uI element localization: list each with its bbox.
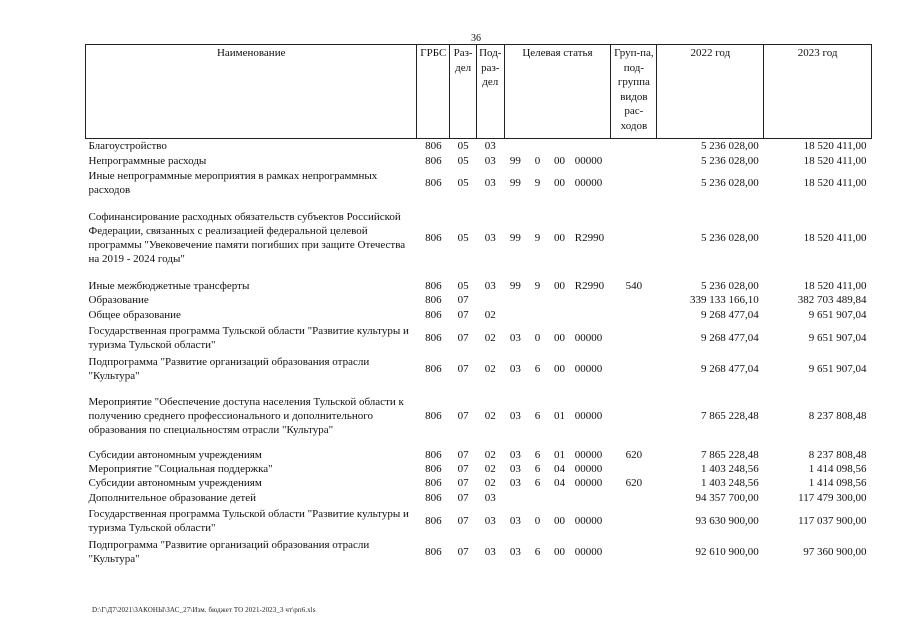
cell-name: Субсидии автономным учреждениям	[88, 477, 262, 489]
cell-cs3: 04	[554, 463, 566, 475]
cell-cs1: 03	[509, 463, 521, 475]
cell-cs4: 00000	[574, 545, 603, 558]
cell-cs4: 00000	[574, 477, 603, 489]
cell-name: Образование	[88, 294, 149, 306]
cell-cs1: 03	[509, 514, 521, 527]
cell-group	[611, 505, 657, 536]
cell-cs3	[548, 490, 571, 505]
cell-cs3: 00	[554, 362, 566, 375]
header-razdel: Раз-дел	[450, 45, 477, 139]
cell-y2023: 18 520 411,00	[803, 232, 867, 244]
cell-y2022: 5 236 028,00	[700, 177, 759, 189]
cell-y2022: 9 268 477,04	[700, 331, 759, 344]
cell-y2023: 18 520 411,00	[803, 140, 867, 152]
cell-name: Подпрограмма "Развитие организаций образования отрасли "Культура"	[88, 355, 370, 382]
cell-group: 540	[625, 279, 643, 292]
cell-cs2: 6	[534, 545, 541, 558]
cell-cs1: 03	[509, 449, 521, 461]
cell-cs3: 00	[554, 177, 566, 189]
cell-podrazdel: 03	[484, 154, 496, 167]
table-row	[86, 198, 872, 278]
table-row	[86, 490, 872, 505]
cell-grbs: 806	[425, 545, 442, 558]
cell-name: Благоустройство	[88, 140, 167, 152]
cell-y2023: 18 520 411,00	[803, 279, 867, 292]
cell-grbs: 806	[425, 410, 442, 422]
cell-grbs: 806	[425, 477, 442, 489]
cell-cs3: 00	[554, 545, 566, 558]
cell-group	[611, 536, 657, 567]
cell-y2022: 5 236 028,00	[700, 279, 759, 292]
cell-razdel: 07	[457, 331, 469, 344]
cell-podrazdel: 02	[484, 410, 496, 422]
cell-group	[611, 139, 657, 154]
cell-cs3	[548, 139, 571, 154]
cell-y2022: 7 865 228,48	[700, 410, 759, 422]
cell-cs3: 04	[554, 477, 566, 489]
cell-cs4: R2990	[574, 279, 605, 292]
cell-grbs: 806	[425, 308, 442, 321]
cell-cs1: 03	[509, 331, 521, 344]
cell-group: 620	[625, 477, 643, 489]
header-gruppa: Груп-па, под-группа видов рас-ходов	[611, 45, 657, 139]
cell-name: Софинансирование расходных обязательств субъектов Российской Федерации, связанных с реализацией федеральной целевой программы "Увековечение памяти погибших при защите Отечества на 2019 - 2024 годы"	[88, 211, 406, 265]
cell-podrazdel: 02	[484, 331, 496, 344]
cell-grbs: 806	[425, 232, 442, 244]
cell-razdel: 07	[457, 410, 469, 422]
cell-razdel: 07	[457, 449, 469, 461]
cell-y2023: 117 037 900,00	[798, 514, 867, 527]
cell-grbs: 806	[425, 154, 442, 167]
table-row	[86, 307, 872, 322]
cell-cs4: 00000	[574, 177, 603, 189]
cell-name: Субсидии автономным учреждениям	[88, 449, 262, 461]
cell-cs2: 9	[534, 177, 541, 189]
cell-cs1: 03	[509, 477, 521, 489]
cell-group	[611, 153, 657, 168]
cell-podrazdel: 03	[484, 514, 496, 527]
cell-y2022: 1 403 248,56	[700, 477, 759, 489]
cell-podrazdel: 02	[484, 477, 496, 489]
cell-cs1: 99	[509, 154, 521, 167]
cell-y2023: 8 237 808,48	[808, 410, 867, 422]
cell-razdel: 05	[457, 140, 469, 152]
cell-name: Государственная программа Тульской области "Развитие культуры и туризма Тульской области"	[88, 507, 409, 534]
cell-cs3: 00	[554, 154, 566, 167]
cell-podrazdel: 03	[484, 177, 496, 189]
cell-cs3	[548, 307, 571, 322]
table-row	[86, 322, 872, 353]
cell-name: Иные межбюджетные трансферты	[88, 279, 250, 292]
table-row	[86, 536, 872, 567]
cell-y2023: 117 479 300,00	[798, 491, 867, 504]
cell-cs4: 00000	[574, 410, 603, 422]
cell-name: Дополнительное образование детей	[88, 491, 257, 504]
cell-cs2	[527, 307, 549, 322]
header-name: Наименование	[86, 45, 417, 139]
cell-cs3: 01	[554, 449, 566, 461]
cell-razdel: 07	[457, 545, 469, 558]
cell-podrazdel: 03	[484, 491, 496, 504]
cell-podrazdel: 02	[484, 449, 496, 461]
cell-group: 620	[625, 449, 643, 461]
cell-podrazdel: 02	[484, 463, 496, 475]
cell-podrazdel	[476, 293, 504, 307]
cell-razdel: 07	[457, 477, 469, 489]
cell-cs1	[504, 307, 527, 322]
cell-cs2: 6	[534, 410, 541, 422]
cell-podrazdel: 03	[484, 545, 496, 558]
table-row	[86, 168, 872, 198]
cell-cs2: 9	[534, 232, 541, 244]
cell-cs3	[548, 293, 571, 307]
header-2022: 2022 год	[657, 45, 764, 139]
table-row	[86, 353, 872, 384]
cell-cs2: 6	[534, 362, 541, 375]
cell-cs4	[571, 139, 611, 154]
cell-cs2	[527, 490, 549, 505]
cell-cs2	[527, 139, 549, 154]
table-row	[86, 384, 872, 448]
cell-group	[611, 384, 657, 448]
cell-razdel: 07	[457, 294, 469, 306]
table-row	[86, 139, 872, 154]
cell-grbs: 806	[425, 491, 442, 504]
cell-podrazdel: 03	[484, 279, 496, 292]
cell-podrazdel: 02	[484, 362, 496, 375]
cell-grbs: 806	[425, 279, 442, 292]
cell-group	[611, 293, 657, 307]
cell-cs2: 6	[534, 463, 541, 475]
cell-name: Государственная программа Тульской области "Развитие культуры и туризма Тульской области"	[88, 324, 409, 351]
table-body	[86, 139, 872, 568]
header-celevaya-statya: Целевая статья	[504, 45, 611, 139]
page-number: 36	[471, 33, 481, 44]
cell-razdel: 05	[457, 232, 469, 244]
cell-podrazdel: 03	[484, 140, 496, 152]
cell-y2022: 1 403 248,56	[700, 463, 759, 475]
cell-cs1: 03	[509, 410, 521, 422]
cell-y2022: 339 133 166,10	[689, 294, 759, 306]
cell-razdel: 07	[457, 491, 469, 504]
budget-table	[85, 44, 872, 567]
table-row	[86, 153, 872, 168]
cell-y2023: 9 651 907,04	[808, 308, 867, 321]
cell-cs2: 6	[534, 477, 541, 489]
cell-cs1	[504, 293, 527, 307]
cell-grbs: 806	[425, 294, 442, 306]
cell-cs3: 00	[554, 279, 566, 292]
cell-grbs: 806	[425, 362, 442, 375]
cell-cs2: 0	[534, 331, 541, 344]
cell-razdel: 05	[457, 279, 469, 292]
cell-y2023: 97 360 900,00	[803, 545, 867, 558]
cell-group	[611, 353, 657, 384]
cell-name: Общее образование	[88, 308, 181, 321]
cell-grbs: 806	[425, 140, 442, 152]
cell-name: Иные непрограммные мероприятия в рамках непрограммных расходов	[88, 170, 378, 196]
cell-razdel: 07	[457, 362, 469, 375]
cell-cs2: 0	[534, 514, 541, 527]
cell-y2022: 5 236 028,00	[700, 232, 759, 244]
cell-y2023: 1 414 098,56	[808, 477, 867, 489]
cell-grbs: 806	[425, 331, 442, 344]
cell-cs2: 0	[534, 154, 541, 167]
header-podrazdel: Под-раз-дел	[476, 45, 504, 139]
cell-cs1: 03	[509, 545, 521, 558]
cell-y2022: 93 630 900,00	[695, 514, 759, 527]
cell-cs4: 00000	[574, 463, 603, 475]
cell-cs3: 00	[554, 514, 566, 527]
table-row	[86, 462, 872, 476]
cell-y2023: 8 237 808,48	[808, 449, 867, 461]
cell-grbs: 806	[425, 463, 442, 475]
cell-y2022: 7 865 228,48	[700, 449, 759, 461]
cell-y2023: 18 520 411,00	[803, 177, 867, 189]
cell-cs3: 00	[554, 232, 566, 244]
table-row	[86, 293, 872, 307]
cell-name: Мероприятие "Обеспечение доступа населения Тульской области к получению среднего профессионального и дополнительного образования по специальностям отрасли "Культура"	[88, 396, 404, 436]
cell-y2022: 5 236 028,00	[700, 154, 759, 167]
cell-y2022: 9 268 477,04	[700, 308, 759, 321]
cell-cs1: 99	[509, 279, 521, 292]
cell-razdel: 07	[457, 514, 469, 527]
cell-razdel: 07	[457, 308, 469, 321]
cell-cs4: 00000	[574, 331, 603, 344]
cell-name: Непрограммные расходы	[88, 154, 207, 167]
cell-cs3: 01	[554, 410, 566, 422]
cell-cs1	[504, 490, 527, 505]
cell-grbs: 806	[425, 449, 442, 461]
cell-cs1: 99	[509, 177, 521, 189]
table-row	[86, 505, 872, 536]
cell-cs4: R2990	[574, 232, 605, 244]
cell-cs4: 00000	[574, 449, 603, 461]
cell-grbs: 806	[425, 514, 442, 527]
cell-name: Мероприятие "Социальная поддержка"	[88, 463, 273, 475]
cell-cs2: 6	[534, 449, 541, 461]
cell-cs1: 99	[509, 232, 521, 244]
cell-group	[611, 307, 657, 322]
file-path-footer: D:\Г\Д7\2021\ЗАКОНЫ\ЗАС_27\Изм. бюджет ТО 2021-2023_3 чт\рп6.xls	[92, 606, 316, 614]
cell-cs3: 00	[554, 331, 566, 344]
cell-cs2: 9	[534, 279, 541, 292]
cell-cs1	[504, 139, 527, 154]
cell-y2022: 94 357 700,00	[695, 491, 759, 504]
cell-group	[611, 490, 657, 505]
cell-razdel: 05	[457, 154, 469, 167]
cell-y2022: 92 610 900,00	[695, 545, 759, 558]
table-row	[86, 476, 872, 490]
cell-grbs: 806	[425, 177, 442, 189]
cell-cs4: 00000	[574, 154, 603, 167]
cell-group	[611, 168, 657, 198]
cell-y2023: 382 703 489,84	[797, 294, 867, 306]
cell-y2023: 9 651 907,04	[808, 362, 867, 375]
cell-razdel: 05	[457, 177, 469, 189]
cell-name: Подпрограмма "Развитие организаций образования отрасли "Культура"	[88, 538, 370, 565]
cell-y2022: 9 268 477,04	[700, 362, 759, 375]
table-row	[86, 448, 872, 462]
cell-cs4: 00000	[574, 514, 603, 527]
cell-cs4: 00000	[574, 362, 603, 375]
cell-y2023: 9 651 907,04	[808, 331, 867, 344]
header-row	[86, 45, 872, 139]
header-grbs: ГРБС	[417, 45, 450, 139]
table-row	[86, 278, 872, 293]
cell-y2023: 18 520 411,00	[803, 154, 867, 167]
cell-y2022: 5 236 028,00	[700, 140, 759, 152]
cell-group	[611, 322, 657, 353]
cell-group	[611, 462, 657, 476]
cell-cs4	[571, 307, 611, 322]
cell-group	[611, 198, 657, 278]
cell-podrazdel: 03	[484, 232, 496, 244]
cell-cs4	[571, 490, 611, 505]
cell-y2023: 1 414 098,56	[808, 463, 867, 475]
cell-razdel: 07	[457, 463, 469, 475]
cell-cs4	[571, 293, 611, 307]
header-2023: 2023 год	[764, 45, 872, 139]
cell-cs1: 03	[509, 362, 521, 375]
cell-cs2	[527, 293, 549, 307]
cell-podrazdel: 02	[484, 308, 496, 321]
